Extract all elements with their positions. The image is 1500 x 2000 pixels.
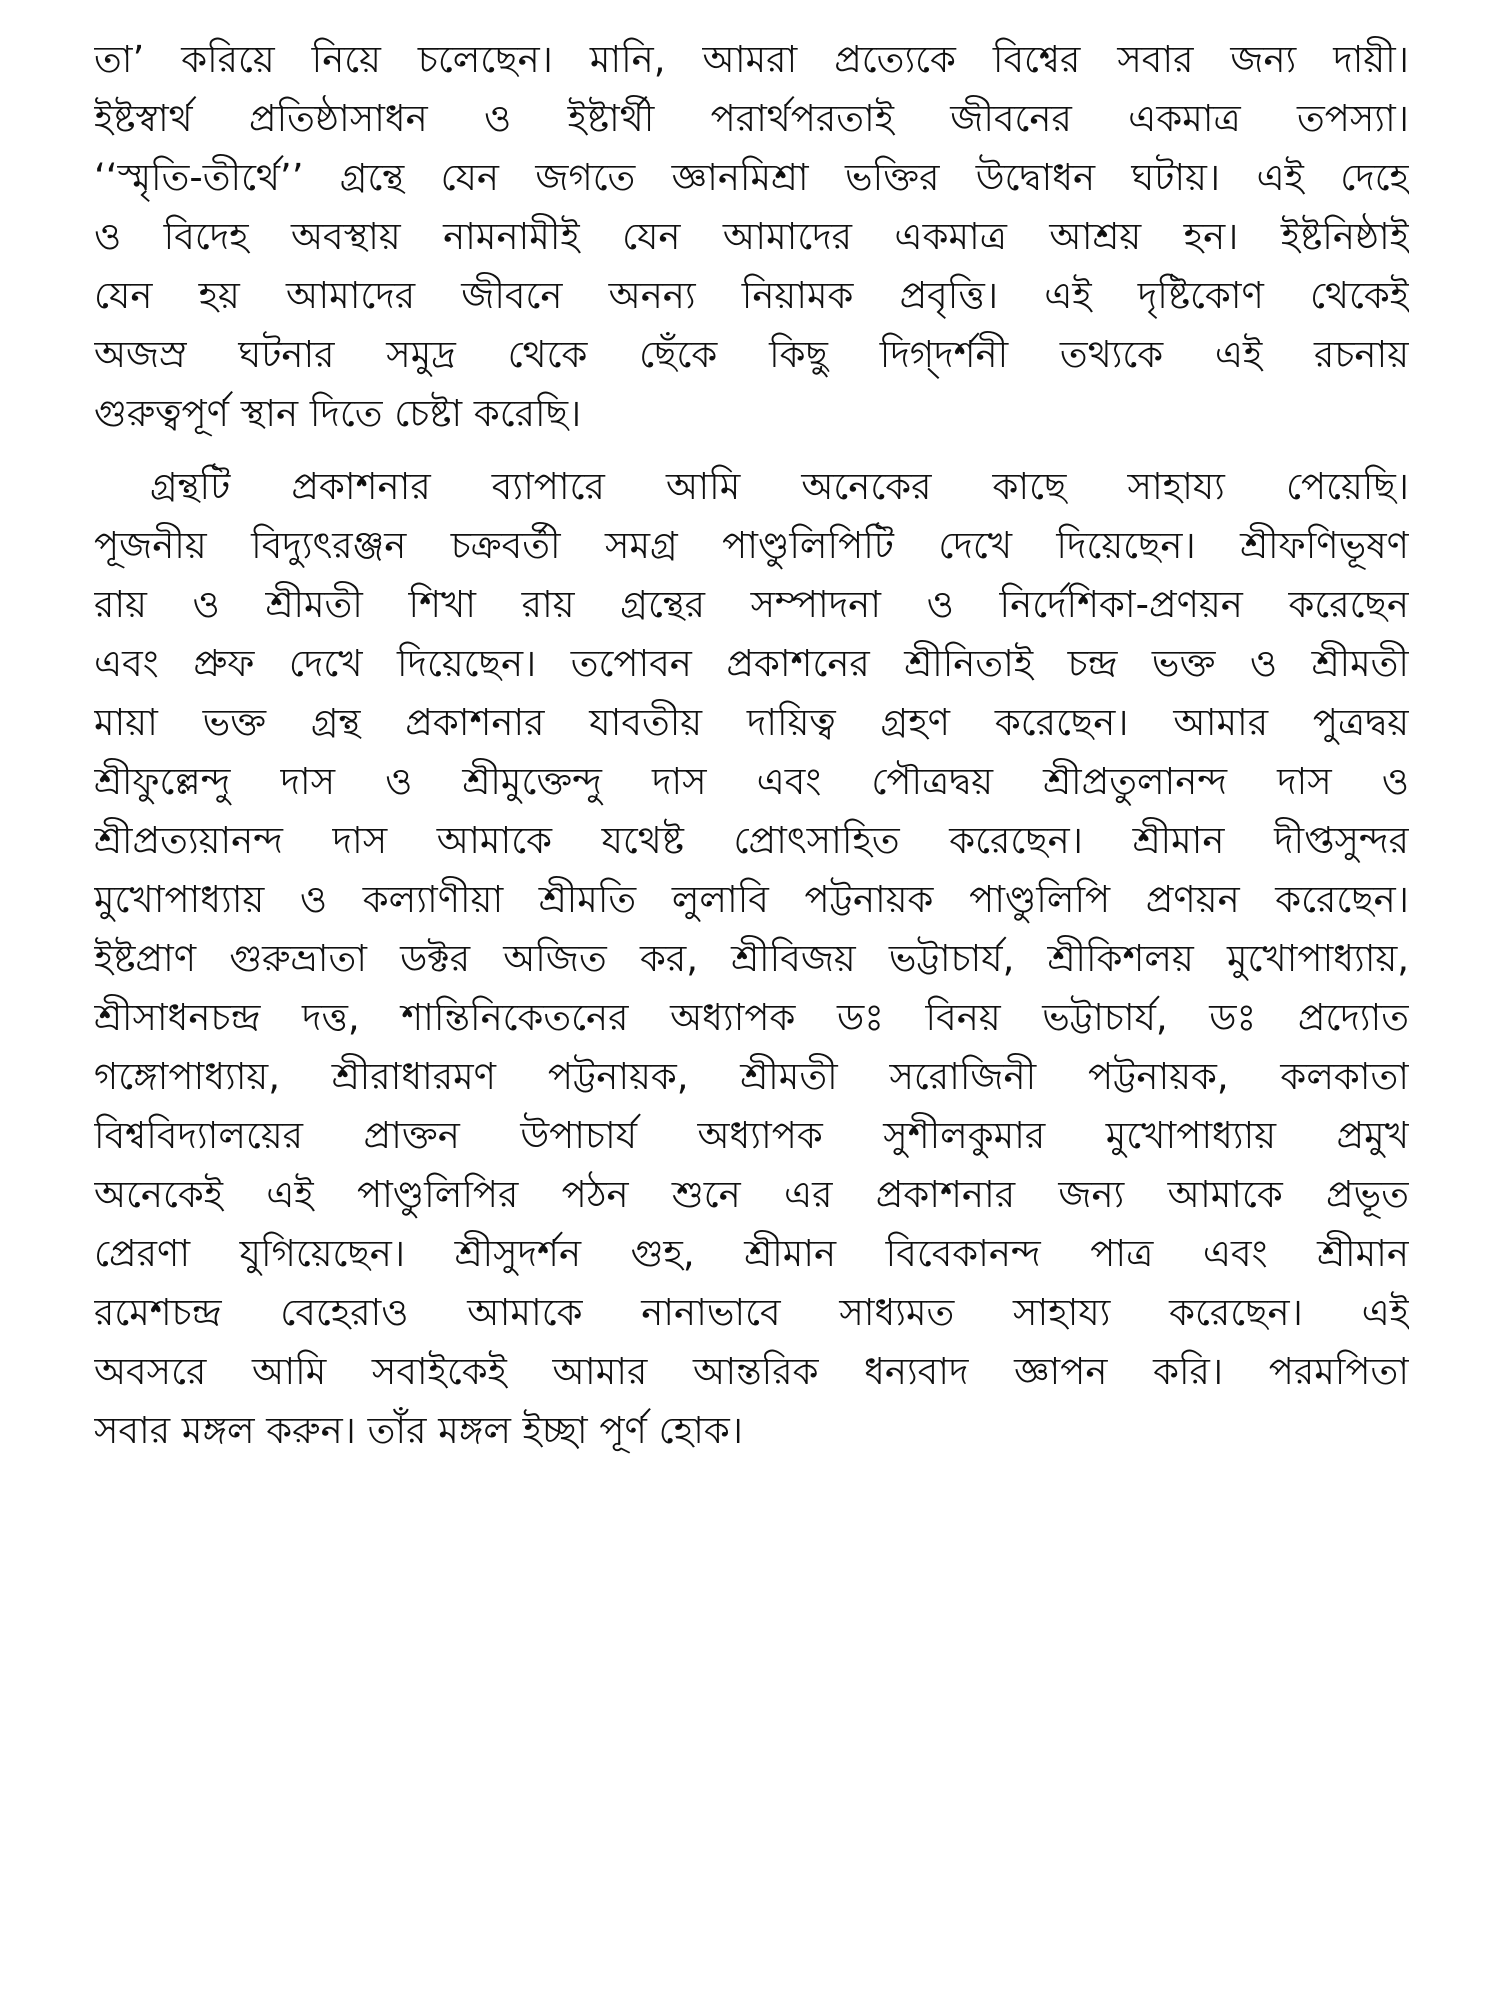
text-line: অনেকেই এই পাণ্ডুলিপির পঠন শুনে এর প্রকাশনার জন্য আমাকে প্রভূত — [94, 1173, 1409, 1216]
text-line: গুরুত্বপূর্ণ স্থান দিতে চেষ্টা করেছি। — [94, 392, 582, 435]
text-line: এবং প্রুফ দেখে দিয়েছেন। তপোবন প্রকাশনের শ্রীনিতাই চন্দ্র ভক্ত ও শ্রীমতী — [94, 642, 1409, 685]
text-line: অজস্র ঘটনার সমুদ্র থেকে ছেঁকে কিছু দিগ্‌দর্শনী তথ্যকে এই রচনায় — [94, 333, 1409, 376]
text-line: শ্রীফুল্লেন্দু দাস ও শ্রীমুক্তেন্দু দাস এবং পৌত্রদ্বয় শ্রীপ্রতুলানন্দ দাস ও — [94, 760, 1409, 803]
text-line: অবসরে আমি সবাইকেই আমার আন্তরিক ধন্যবাদ জ্ঞাপন করি। পরমপিতা — [94, 1350, 1409, 1393]
text-line: ও বিদেহ অবস্থায় নামনামীই যেন আমাদের একমাত্র আশ্রয় হন। ইষ্টনিষ্ঠাই — [94, 215, 1409, 258]
text-line: তা’ করিয়ে নিয়ে চলেছেন। মানি, আমরা প্রত্যেকে বিশ্বের সবার জন্য দায়ী। — [94, 38, 1409, 81]
text-line: পূজনীয় বিদ্যুৎরঞ্জন চক্রবর্তী সমগ্র পাণ্ডুলিপিটি দেখে দিয়েছেন। শ্রীফণিভূষণ — [94, 524, 1409, 567]
text-line: শ্রীসাধনচন্দ্র দত্ত, শান্তিনিকেতনের অধ্যাপক ডঃ বিনয় ভট্টাচার্য, ডঃ প্রদ্যোত — [94, 996, 1409, 1039]
text-line: রায় ও শ্রীমতী শিখা রায় গ্রন্থের সম্পাদনা ও নির্দেশিকা-প্রণয়ন করেছেন — [94, 583, 1409, 626]
text-line: ইষ্টস্বার্থ প্রতিষ্ঠাসাধন ও ইষ্টার্থী পরার্থপরতাই জীবনের একমাত্র তপস্যা। — [94, 97, 1409, 140]
text-line: গ্রন্থটি প্রকাশনার ব্যাপারে আমি অনেকের কাছে সাহায্য পেয়েছি। — [150, 465, 1409, 508]
text-line: প্রেরণা যুগিয়েছেন। শ্রীসুদর্শন গুহ, শ্রীমান বিবেকানন্দ পাত্র এবং শ্রীমান — [94, 1232, 1409, 1275]
paragraph-2 — [94, 457, 1409, 1460]
text-line: ইষ্টপ্রাণ গুরুভ্রাতা ডক্টর অজিত কর, শ্রীবিজয় ভট্টাচার্য, শ্রীকিশলয় মুখোপাধ্যায়, — [94, 937, 1409, 980]
text-line: রমেশচন্দ্র বেহেরাও আমাকে নানাভাবে সাধ্যমত সাহায্য করেছেন। এই — [94, 1291, 1409, 1334]
text-line: সবার মঙ্গল করুন। তাঁর মঙ্গল ইচ্ছা পূর্ণ হোক। — [94, 1409, 743, 1452]
document-page — [94, 30, 1409, 1460]
paragraph-1 — [94, 30, 1409, 443]
text-line: যেন হয় আমাদের জীবনে অনন্য নিয়ামক প্রবৃত্তি। এই দৃষ্টিকোণ থেকেই — [94, 274, 1409, 317]
paragraph-gap — [94, 443, 1409, 457]
text-line: মুখোপাধ্যায় ও কল্যাণীয়া শ্রীমতি লুলাবি পট্টনায়ক পাণ্ডুলিপি প্রণয়ন করেছেন। — [94, 878, 1409, 921]
text-line: মায়া ভক্ত গ্রন্থ প্রকাশনার যাবতীয় দায়িত্ব গ্রহণ করেছেন। আমার পুত্রদ্বয় — [94, 701, 1409, 744]
text-line: গঙ্গোপাধ্যায়, শ্রীরাধারমণ পট্টনায়ক, শ্রীমতী সরোজিনী পট্টনায়ক, কলকাতা — [94, 1055, 1409, 1098]
text-line: ‘‘স্মৃতি-তীর্থে’’ গ্রন্থে যেন জগতে জ্ঞানমিশ্রা ভক্তির উদ্বোধন ঘটায়। এই দেহে — [94, 156, 1409, 199]
text-line: বিশ্ববিদ্যালয়ের প্রাক্তন উপাচার্য অধ্যাপক সুশীলকুমার মুখোপাধ্যায় প্রমুখ — [94, 1114, 1409, 1157]
text-line: শ্রীপ্রত্যয়ানন্দ দাস আমাকে যথেষ্ট প্রোৎসাহিত করেছেন। শ্রীমান দীপ্তসুন্দর — [94, 819, 1409, 862]
